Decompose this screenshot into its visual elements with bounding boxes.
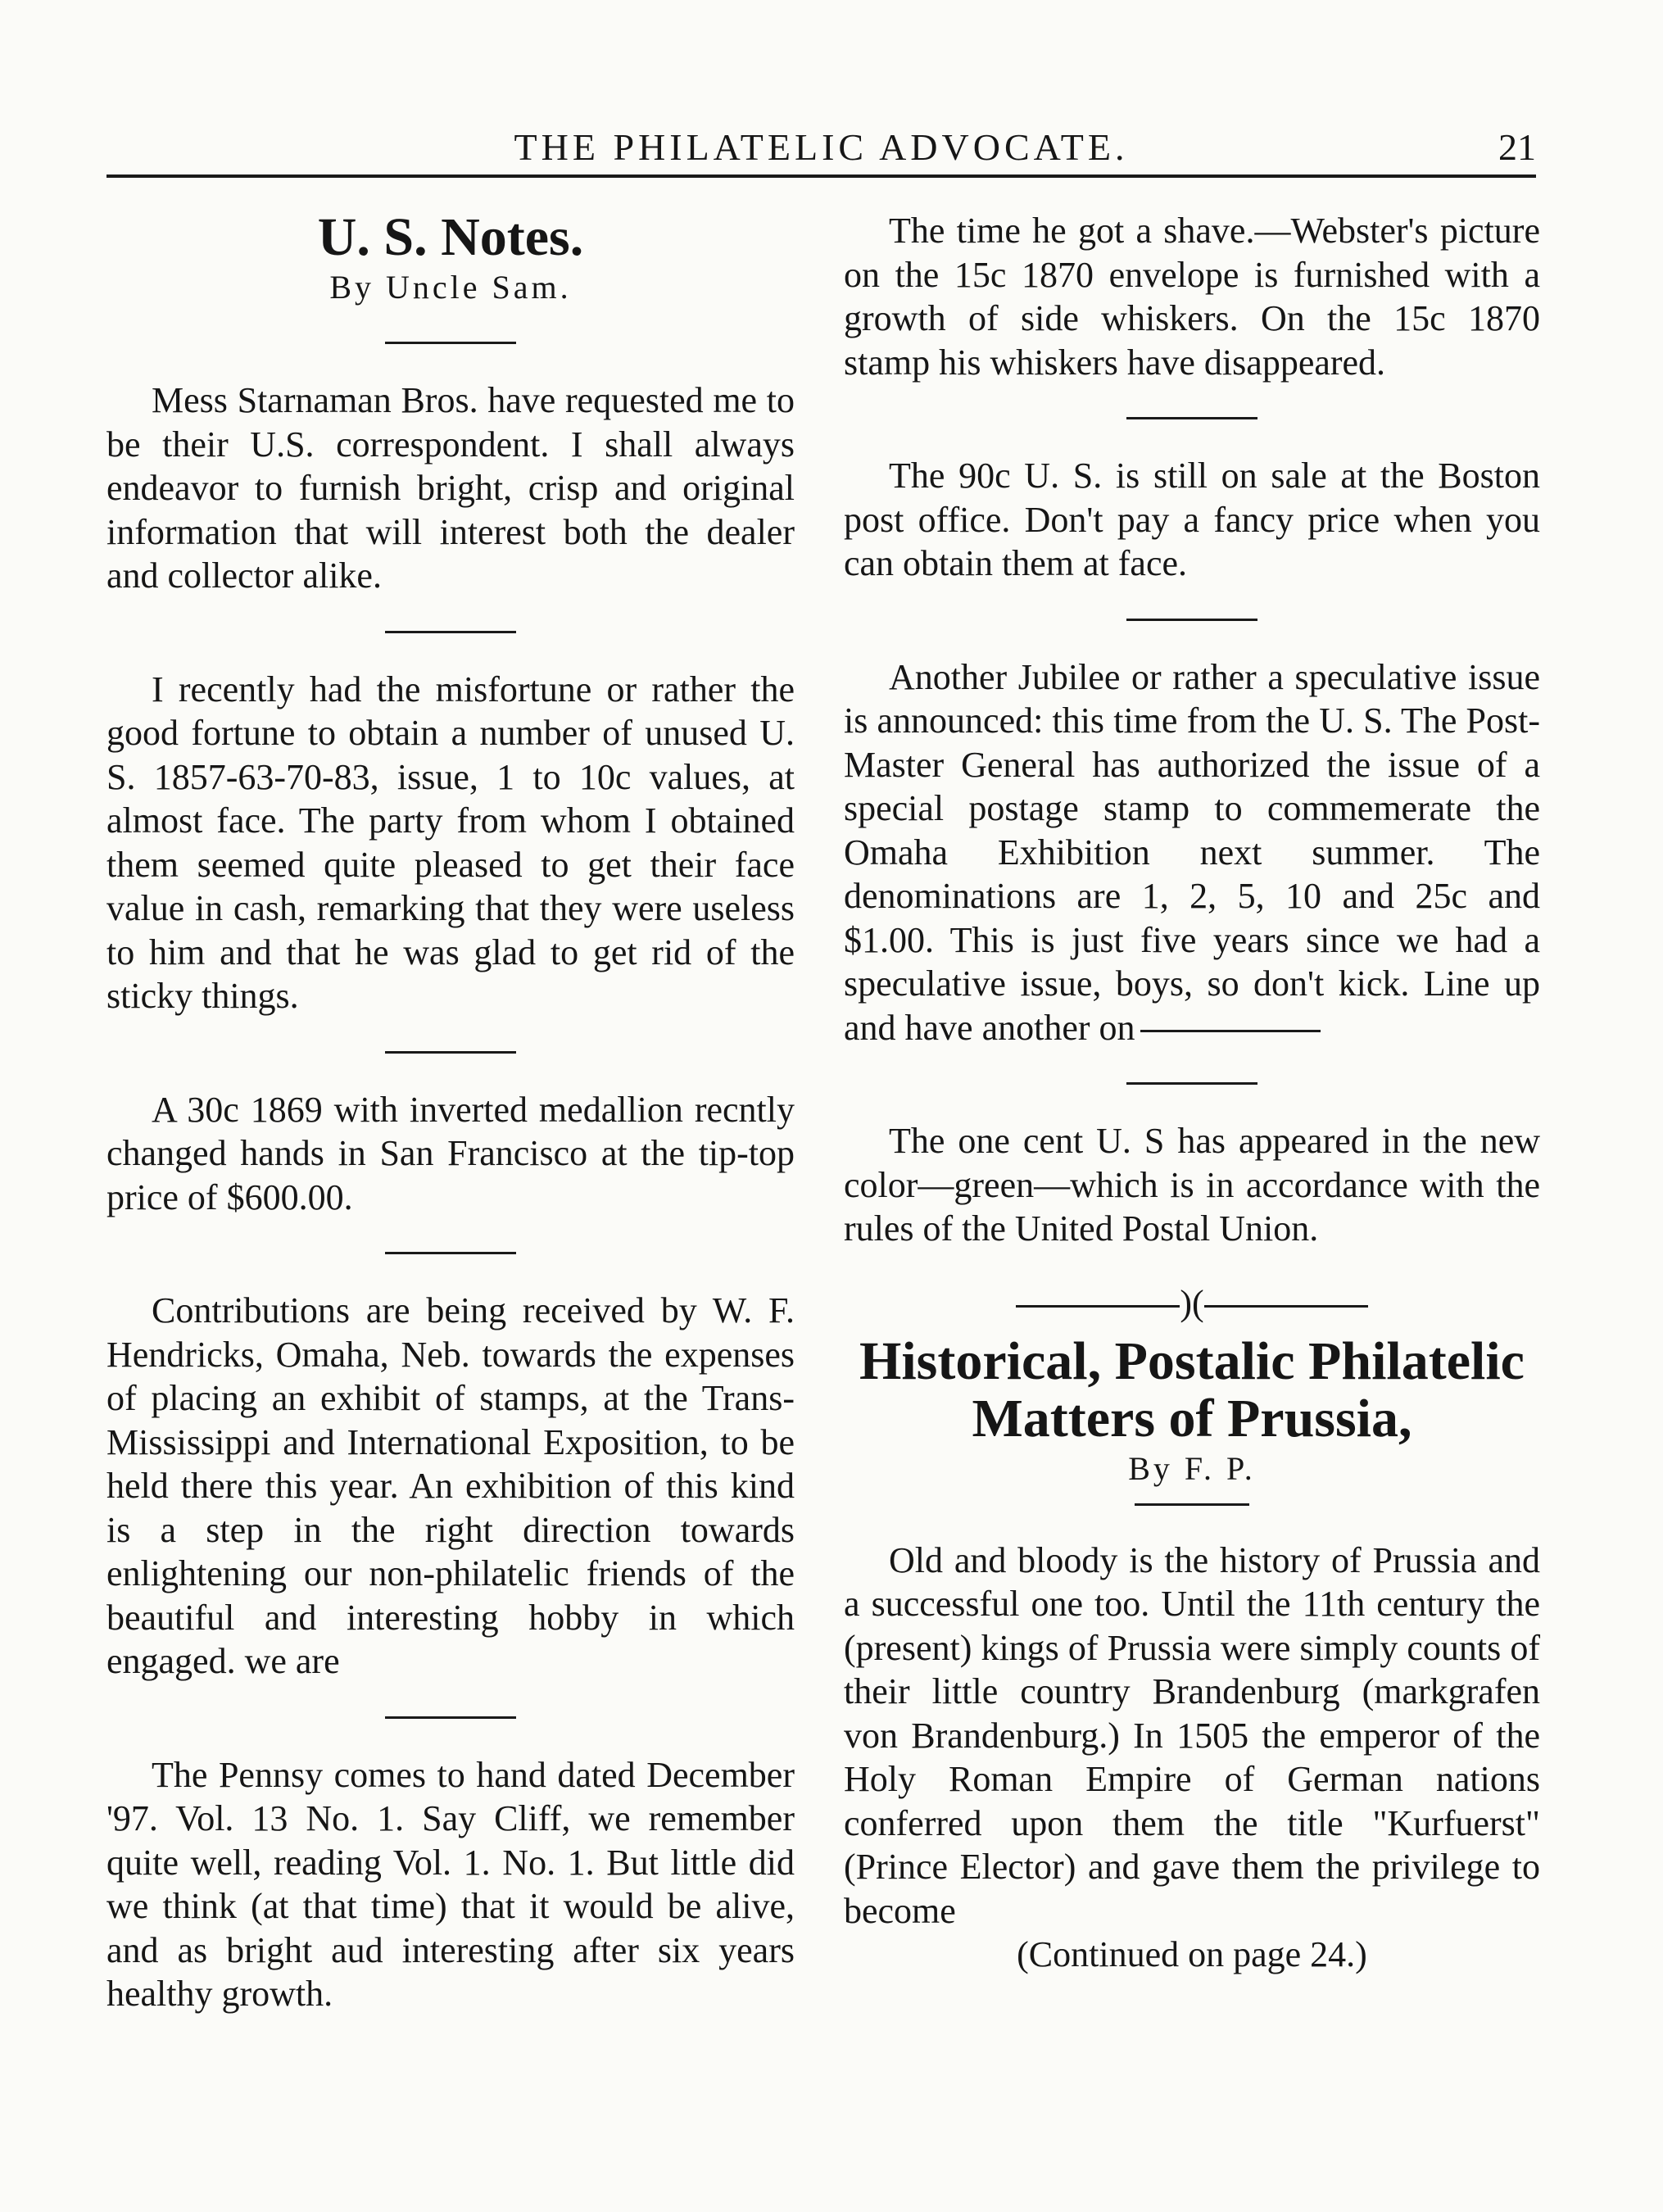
section-divider	[385, 1252, 516, 1254]
article-byline: By Uncle Sam.	[329, 269, 572, 306]
page-number: 21	[1498, 126, 1536, 168]
paragraph: Mess Starnaman Bros. have requested me to be their U.S. correspondent. I shall always endeavor to furnish bright, crisp and original information that will interest both the dealer and collector alike.	[106, 380, 795, 596]
section-divider	[385, 1716, 516, 1719]
separator-mark: )(	[1180, 1282, 1204, 1323]
continued-note: (Continued on page 24.)	[1017, 1934, 1367, 1974]
section-divider	[385, 1051, 516, 1054]
paragraph: The 90c U. S. is still on sale at the Boston post office. Don't pay a fancy price when you can obtain them at face.	[844, 456, 1540, 583]
paragraph: Old and bloody is the history of Prussia and a successful one too. Until the 11th century the (present) kings of Prussia were simply counts of their little country Brandenburg (markgrafen von Brandenburg.) In 1505 the emperor of the Holy Roman Empire of German nations conferred upon them the title "Kurfuerst" (Prince Elector) and gave them the privilege to become	[844, 1539, 1540, 1931]
section-divider	[1126, 1082, 1257, 1085]
section-divider	[385, 342, 516, 344]
article-byline: By F. P.	[1128, 1449, 1256, 1487]
separator-bar	[1016, 1305, 1180, 1308]
page-header	[106, 115, 1536, 180]
paragraph	[844, 655, 1540, 1050]
article-separator	[844, 1282, 1540, 1325]
section-divider	[1126, 619, 1257, 621]
paragraph: I recently had the misfortune or rather the good fortune to obtain a number of unused U. S. 1857-63-70-83, issue, 1 to 10c values, at almost face. The party from whom I obtained them seemed quite pleased to get their face value in cash, remarking that they were useless to him and that he was glad to get rid of the sticky things.	[106, 669, 795, 1016]
paragraph: The one cent U. S has appeared in the new color—green—which is in accordance with the rules of the United Postal Union.	[844, 1121, 1540, 1249]
paragraph: The Pennsy comes to hand dated December '97. Vol. 13 No. 1. Say Cliff, we remember quite well, reading Vol. 1. No. 1. But little did we think (at that time) that it would be alive, and as bright aud interesting after six years healthy growth.	[106, 1754, 795, 2014]
dash-line	[1140, 1030, 1321, 1032]
article-title: U. S. Notes.	[317, 207, 584, 267]
paragraph: A 30c 1869 with inverted medallion recntly changed hands in San Francisco at the tip-top price of $600.00.	[106, 1089, 795, 1217]
publication-title: THE PHILATELIC ADVOCATE.	[514, 126, 1129, 168]
header-rule	[106, 175, 1536, 178]
paragraph: Contributions are being received by W. F. Hendricks, Omaha, Neb. towards the expenses of placing an exhibit of stamps, at the Trans-Mississippi and International Exposition, to be held there this year. An exhibition of this kind is a step in the right direction towards enlightening our non-philatelic friends of the beautiful and interesting hobby in which engaged. we are	[106, 1290, 795, 1681]
section-divider	[385, 631, 516, 633]
right-column	[844, 209, 1540, 2175]
section-divider	[1135, 1503, 1249, 1506]
paragraph-text: Another Jubilee or rather a speculative issue is announced: this time from the U. S. The Post-Master General has authorized the issue of a special postage stamp to commemerate the Omaha Exhibition next summer. The denominations are 1, 2, 5, 10 and 25c and $1.00. This is just five years since we had a speculative issue, boys, so don't kick. Line up and have another on	[844, 656, 1540, 1048]
section-divider	[1126, 417, 1257, 419]
article-title: Historical, Postalic Philatelic Matters of Prussia,	[859, 1330, 1525, 1448]
paragraph: The time he got a shave.—Webster's picture on the 15c 1870 envelope is furnished with a growth of side whiskers. On the 15c 1870 stamp his whiskers have disappeared.	[844, 211, 1540, 383]
separator-bar	[1204, 1305, 1368, 1308]
left-column	[106, 209, 795, 2175]
